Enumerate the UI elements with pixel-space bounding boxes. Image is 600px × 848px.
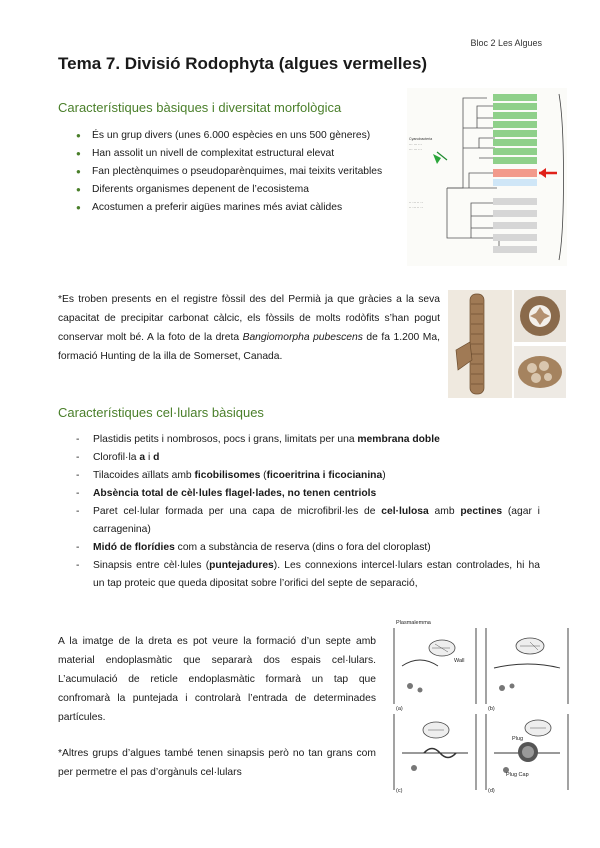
section-heading-basic: Característiques bàsiques i diversitat morfològica bbox=[58, 100, 342, 115]
other-algae-paragraph: *Altres grups d’algues també tenen sinapsis però no tan grans com per permetre el pas d’orgànuls cel·lulars bbox=[58, 748, 376, 778]
svg-text:(b): (b) bbox=[488, 706, 495, 712]
svg-text:(c): (c) bbox=[396, 788, 403, 794]
list-item: ● Acostumen a preferir aigües marines més aviat càlides bbox=[76, 199, 400, 217]
svg-text:(a): (a) bbox=[396, 706, 403, 712]
svg-text:(d): (d) bbox=[488, 788, 495, 794]
label-plug-cap: Plug Cap bbox=[506, 772, 529, 778]
fossil-paragraph: *Es troben presents en el registre fòssil des del Permià ja que gràcies a la seva capacitat de precipitar carbonat càlcic, els fòssils de molts rodòfits s’han pogut conservar molt bé. A la foto de la dreta Bangiomorpha pubescens de fa 1.200 Ma, formació Hunting de la illa de Somerset, Canada. bbox=[58, 294, 440, 362]
label-wall: Wall bbox=[454, 658, 465, 664]
svg-text:··· ··· ···: ··· ··· ··· bbox=[409, 143, 422, 147]
list-item: - Plastidis petits i nombrosos, pocs i grans, limitats per una membrana doble bbox=[76, 431, 540, 449]
page-title: Tema 7. Divisió Rodophyta (algues vermelles) bbox=[58, 54, 428, 73]
label-plug: Plug bbox=[512, 736, 524, 742]
tree-left-label: Cyanobacteria bbox=[409, 137, 433, 141]
list-item: - Absència total de cèl·lules flagel·lades, no tenen centriols bbox=[76, 485, 540, 503]
list-item: - Midó de florídies com a substància de reserva (dins o fora del cloroplast) bbox=[76, 539, 540, 557]
list-item: ● Han assolit un nivell de complexitat estructural elevat bbox=[76, 145, 400, 163]
list-item: - Tilacoides aïllats amb ficobilisomes (ficoeritrina i ficocianina) bbox=[76, 467, 540, 485]
list-item: ● Fan plectènquimes o pseudoparènquimes, mai teixits veritables bbox=[76, 163, 400, 181]
phylogenetic-tree-figure bbox=[407, 88, 567, 266]
cellular-features-list bbox=[76, 431, 540, 593]
svg-text:·· ··· ·· ··: ·· ··· ·· ·· bbox=[409, 206, 423, 210]
label-plasmalemma: Plasmalemma bbox=[396, 620, 431, 626]
species-name: Bangiomorpha pubescens bbox=[242, 332, 363, 343]
list-item: ● És un grup divers (unes 6.000 espècies en uns 500 gèneres) bbox=[76, 127, 400, 145]
list-item: ● Diferents organismes depenent de l’ecosistema bbox=[76, 181, 400, 199]
list-item: - Sinapsis entre cèl·lules (puntejadures). Les connexions intercel·lulars estan controlades, hi ha un tap proteic que queda dipositat sobre l’orifici del septe de separació, bbox=[76, 557, 540, 593]
list-item: - Clorofil·la a i d bbox=[76, 449, 540, 467]
running-header: Bloc 2 Les Algues bbox=[470, 38, 542, 48]
section-heading-cellular: Característiques cel·lulars bàsiques bbox=[58, 405, 264, 420]
pit-connection-diagram bbox=[390, 616, 572, 794]
fossil-photos bbox=[448, 290, 566, 398]
svg-text:·· ··· ·· ··: ·· ··· ·· ·· bbox=[409, 201, 423, 205]
list-item: - Paret cel·lular formada per una capa de microfibril·les de cel·lulosa amb pectines (agar i carragenina) bbox=[76, 503, 540, 539]
septum-paragraph: A la imatge de la dreta es pot veure la formació d’un septe amb material endoplasmàtic que separarà dos espais cel·lulars. L’acumulació de reticle endoplasmàtic formarà un tap que confromarà la puntejada i controlarà l’entrada de determinades partícules. bbox=[58, 636, 376, 723]
svg-text:··· ··· ···: ··· ··· ··· bbox=[409, 148, 422, 152]
basic-features-list bbox=[76, 127, 400, 217]
